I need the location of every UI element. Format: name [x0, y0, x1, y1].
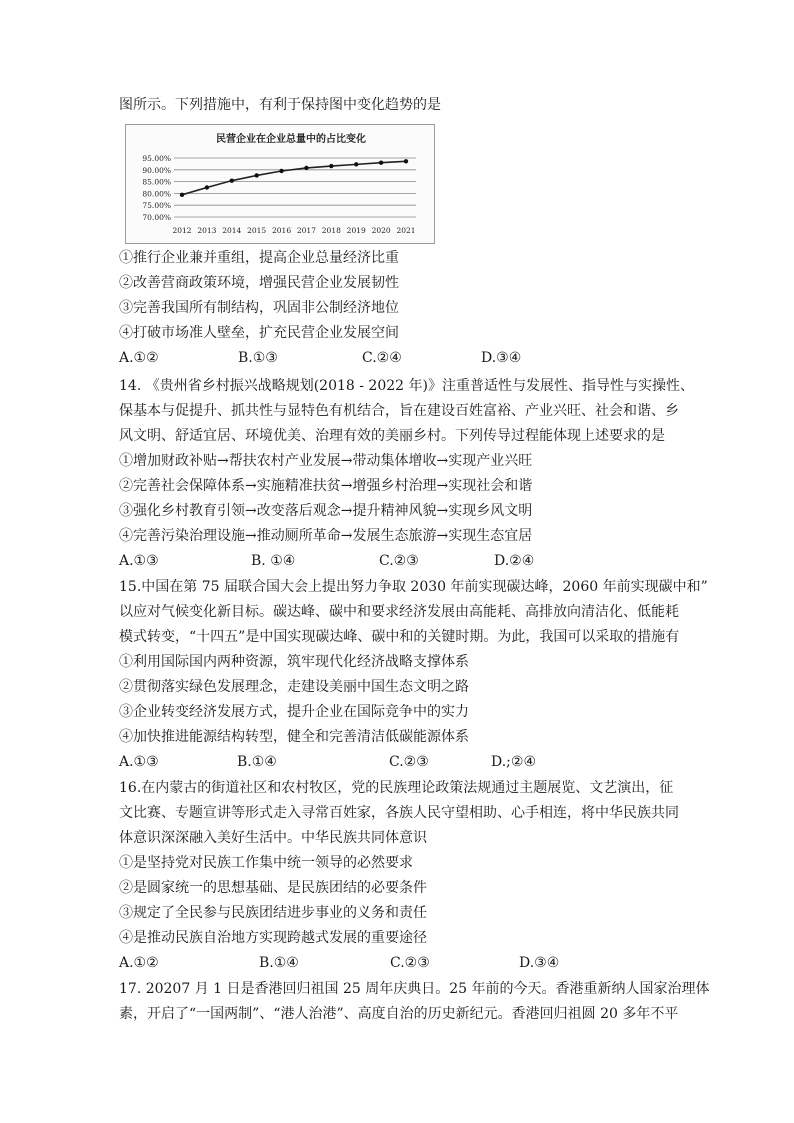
- q16-item-2: ②是圆家统一的思想基础、是民族团结的必要条件: [119, 880, 427, 896]
- q13-item-3: ③完善我国所有制结构，巩固非公制经济地位: [119, 300, 399, 316]
- q13-option-c[interactable]: C.②④: [362, 350, 402, 366]
- chart-x-tick-label: 2015: [247, 226, 267, 235]
- q16-option-d[interactable]: D.③④: [519, 955, 560, 971]
- q15-item-3: ③企业转变经济发展方式，提升企业在国际竞争中的实力: [119, 704, 469, 720]
- q13-option-d[interactable]: D.③④: [481, 350, 522, 366]
- q14-stem-line-3: 风文明、舒适宜居、环境优美、治理有效的美丽乡村。下列传导过程能体现上述要求的是: [119, 428, 665, 444]
- chart-data-point: [230, 178, 234, 182]
- q14-option-d[interactable]: D.②④: [494, 553, 535, 569]
- q14-item-3: ③强化乡村教育引领→改变落后观念→提升精神风貌→实现乡风文明: [119, 503, 533, 519]
- q16-item-4: ④是推动民族自治地方实现跨越式发展的重要途径: [119, 930, 427, 946]
- chart-data-point: [279, 169, 283, 173]
- q17-stem-line-2: 素，开启了“一国两制”、“港人治港”、高度自治的历史新纪元。香港回归祖圆 20 多年不平: [119, 1006, 679, 1022]
- chart-x-tick-label: 2020: [371, 226, 391, 235]
- q15-option-d[interactable]: D.;②④: [491, 754, 536, 770]
- chart-x-tick-label: 2013: [197, 226, 217, 235]
- chart-data-point: [254, 173, 258, 177]
- q16-option-b[interactable]: B.①④: [259, 955, 299, 971]
- chart-x-tick-label: 2021: [396, 226, 416, 235]
- q16-item-1: ①是坚持党对民族工作集中统一领导的必然要求: [119, 855, 413, 871]
- q13-chart: [125, 124, 435, 244]
- q13-item-1: ①推行企业兼并重组，提高企业总量经济比重: [119, 250, 399, 266]
- chart-data-point: [205, 185, 209, 189]
- chart-y-tick-label: 80.00%: [142, 189, 171, 199]
- q15-item-4: ④加快推进能源结构转型，健全和完善清洁低碳能源体系: [119, 729, 469, 745]
- q16-stem-line-1: 16.在内蒙古的街道社区和农村牧区，党的民族理论政策法规通过主题展览、文艺演出，征: [119, 780, 674, 796]
- chart-x-tick-label: 2016: [272, 226, 292, 235]
- line-chart: [126, 125, 434, 243]
- q14-stem-line-1: 14. 《贵州省乡村振兴战略规划(2018 - 2022 年)》注重普适性与发展性、指导性与实操性、: [119, 378, 694, 394]
- q15-item-2: ②贯彻落实绿色发展理念，走建设美丽中国生态文明之路: [119, 679, 469, 695]
- chart-x-tick-label: 2019: [346, 226, 366, 235]
- q14-option-c[interactable]: C.②③: [379, 553, 419, 569]
- chart-y-tick-label: 85.00%: [142, 177, 171, 187]
- q15-option-b[interactable]: B.①④: [237, 754, 277, 770]
- chart-data-point: [304, 166, 308, 170]
- q14-stem-line-2: 保基本与促提升、抓共性与显特色有机结合，旨在建设百姓富裕、产业兴旺、社会和谐、乡: [119, 403, 679, 419]
- chart-x-tick-label: 2017: [296, 226, 316, 235]
- chart-data-point: [354, 162, 358, 166]
- chart-x-tick-label: 2014: [222, 226, 242, 235]
- chart-y-tick-label: 70.00%: [142, 213, 171, 222]
- q14-item-2: ②完善社会保障体系→实施精准扶贫→增强乡村治理→实现社会和谐: [119, 478, 533, 494]
- chart-x-tick-label: 2018: [321, 226, 341, 235]
- q14-option-a[interactable]: A.①③: [119, 553, 159, 569]
- q13-option-b[interactable]: B.①③: [238, 350, 278, 366]
- q14-option-b[interactable]: B. ①④: [251, 553, 296, 569]
- q16-option-a[interactable]: A.①②: [119, 955, 159, 971]
- chart-y-tick-label: 75.00%: [142, 201, 171, 211]
- q14-item-4: ④完善污染治理设施→推动厕所革命→发展生态旅游→实现生态宜居: [119, 528, 533, 544]
- q15-option-a[interactable]: A.①③: [119, 754, 159, 770]
- q13-item-2: ②改善营商政策环境，增强民营企业发展韧性: [119, 275, 399, 291]
- chart-data-point: [404, 159, 408, 163]
- chart-x-tick-label: 2012: [172, 226, 192, 235]
- q14-item-1: ①增加财政补贴→帮扶农村产业发展→带动集体增收→实现产业兴旺: [119, 453, 533, 469]
- q13-intro: 图所示。下列措施中，有利于保持图中变化趋势的是: [119, 97, 441, 113]
- chart-y-tick-label: 90.00%: [142, 165, 171, 175]
- q15-option-c[interactable]: C.②③: [389, 754, 429, 770]
- chart-data-point: [329, 164, 333, 168]
- q16-option-c[interactable]: C.②③: [390, 955, 430, 971]
- q15-stem-line-2: 以应对气候变化新目标。碳达峰、碳中和要求经济发展由高能耗、高排放向清洁化、低能耗: [119, 604, 679, 620]
- q15-item-1: ①利用国际国内两种资源，筑牢现代化经济战略支撑体系: [119, 654, 469, 670]
- chart-title: 民营企业在企业总量中的占比变化: [216, 134, 366, 145]
- q15-stem-line-3: 模式转变，“十四五”是中国实现碳达峰、碳中和的关键时期。为此，我国可以采取的措施有: [119, 629, 680, 645]
- chart-data-point: [379, 161, 383, 165]
- chart-series-line: [182, 161, 406, 195]
- chart-data-point: [180, 193, 184, 197]
- q16-item-3: ③规定了全民参与民族团结进步事业的义务和责任: [119, 905, 427, 921]
- q16-stem-line-3: 体意识深深融入美好生活中。中华民族共同体意识: [119, 830, 427, 846]
- chart-y-tick-label: 95.00%: [142, 154, 171, 163]
- q15-stem-line-1: 15.中国在第 75 届联合国大会上提出努力争取 2030 年前实现碳达峰，2060 年前实现碳中和”: [119, 579, 708, 595]
- q17-stem-line-1: 17. 20207 月 1 日是香港回归祖国 25 周年庆典日。25 年前的今天。香港重新纳人国家治理体: [119, 981, 710, 997]
- q16-stem-line-2: 文比赛、专题宣讲等形式走入寻常百姓家，各族人民守望相助、心手相连，将中华民族共同: [119, 805, 679, 821]
- q13-item-4: ④打破市场准人壁垒，扩充民营企业发展空间: [119, 325, 399, 341]
- q13-option-a[interactable]: A.①②: [119, 350, 159, 366]
